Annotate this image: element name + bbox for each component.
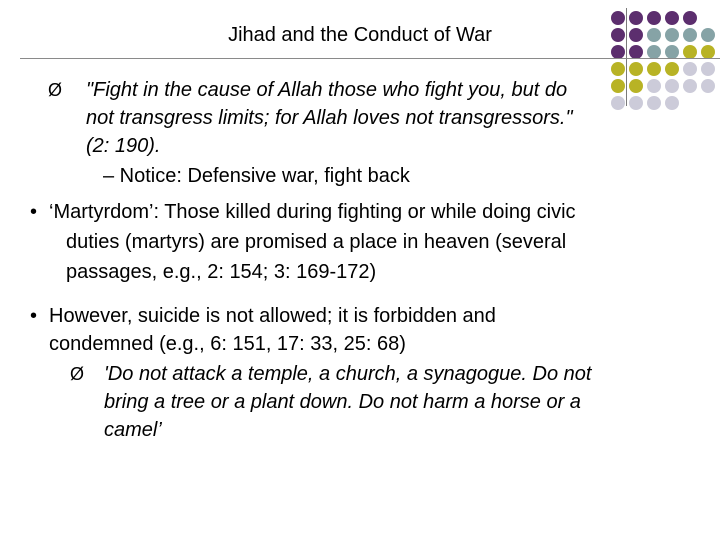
quote1-line2: not transgress limits; for Allah loves not transgressors." — [86, 107, 573, 129]
decorative-dot — [683, 79, 697, 93]
decorative-dot — [629, 62, 643, 76]
decorative-dot — [683, 11, 697, 25]
bullet2-line1: However, suicide is not allowed; it is forbidden and — [49, 305, 496, 327]
decorative-dot — [647, 11, 661, 25]
decorative-dot — [629, 45, 643, 59]
decorative-dot — [647, 45, 661, 59]
decorative-dot — [701, 45, 715, 59]
quote2-line3: camel’ — [104, 419, 162, 441]
quote1-line3: (2: 190). — [86, 135, 161, 157]
quote2-line1: 'Do not attack a temple, a church, a synagogue. Do not — [104, 363, 592, 385]
decorative-dot — [629, 79, 643, 93]
arrow-bullet-icon: Ø — [48, 80, 63, 100]
decorative-dot — [665, 79, 679, 93]
vertical-rule — [626, 8, 627, 106]
bullet-icon: • — [30, 201, 38, 223]
decorative-dot — [665, 62, 679, 76]
decorative-dot — [647, 96, 661, 110]
decorative-dot — [665, 96, 679, 110]
decorative-dot — [629, 11, 643, 25]
decorative-dot — [611, 96, 625, 110]
bullet1-line2: duties (martyrs) are promised a place in heaven (several — [66, 231, 567, 253]
bullet2-line2: condemned (e.g., 6: 151, 17: 33, 25: 68) — [49, 333, 406, 355]
decorative-dot — [611, 79, 625, 93]
horizontal-rule — [20, 58, 720, 59]
bullet1-line1: ‘Martyrdom’: Those killed during fighting or while doing civic — [49, 201, 576, 223]
decorative-dot — [683, 62, 697, 76]
decorative-dot — [647, 62, 661, 76]
bullet1-line3: passages, e.g., 2: 154; 3: 169-172) — [66, 261, 377, 283]
decorative-dot — [665, 11, 679, 25]
decorative-dot — [701, 79, 715, 93]
notice-line: – Notice: Defensive war, fight back — [103, 165, 410, 187]
decorative-dot — [611, 11, 625, 25]
decorative-dot — [647, 79, 661, 93]
decorative-dot — [629, 96, 643, 110]
decorative-dot — [683, 45, 697, 59]
decorative-dot — [665, 45, 679, 59]
bullet-icon: • — [30, 305, 38, 327]
quote1-line1: "Fight in the cause of Allah those who fight you, but do — [86, 79, 568, 101]
decorative-dot — [611, 45, 625, 59]
quote2-line2: bring a tree or a plant down. Do not harm a horse or a — [104, 391, 581, 413]
decorative-dot — [701, 62, 715, 76]
decorative-dot — [611, 62, 625, 76]
arrow-bullet-icon: Ø — [70, 364, 85, 384]
slide-title: Jihad and the Conduct of War — [228, 24, 492, 46]
